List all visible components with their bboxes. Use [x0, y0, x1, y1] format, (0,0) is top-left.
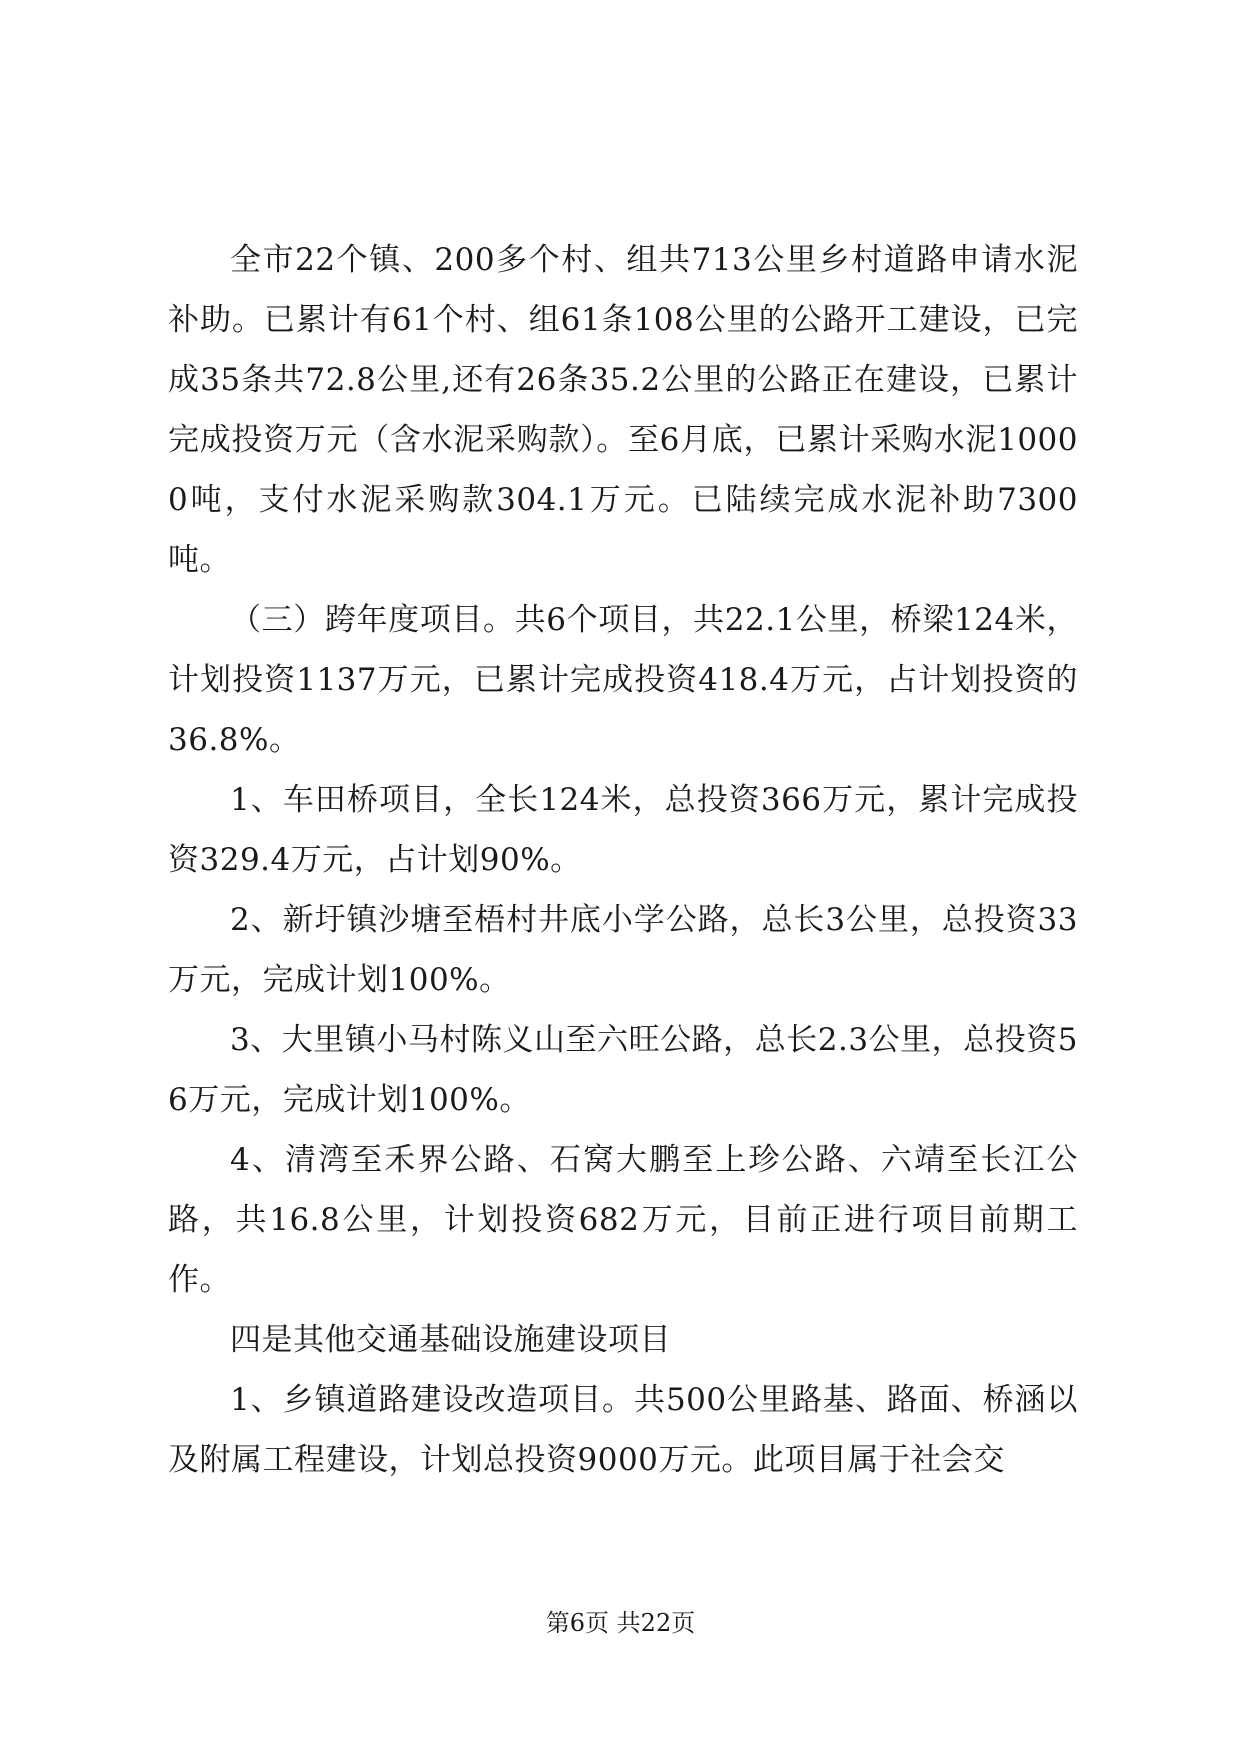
paragraph-township-roads: 1、乡镇道路建设改造项目。共500公里路基、路面、桥涵以及附属工程建设，计划总投资9000万元。此项目属于社会交: [168, 1382, 1078, 1478]
paragraph-dali-road: 3、大里镇小马村陈义山至六旺公路，总长2.3公里，总投资56万元，完成计划100%。: [168, 1022, 1078, 1118]
paragraph-qingwan-roads: 4、清湾至禾界公路、石窝大鹏至上珍公路、六靖至长江公路，共16.8公里，计划投资682万元，目前正进行项目前期工作。: [168, 1142, 1078, 1298]
paragraph-xinxu-road: 2、新圩镇沙塘至梧村井底小学公路，总长3公里，总投资33万元，完成计划100%。: [168, 902, 1078, 998]
document-body: [168, 230, 1078, 1490]
paragraph-chetian-bridge: 1、车田桥项目，全长124米，总投资366万元，累计完成投资329.4万元，占计划90%。: [168, 782, 1078, 878]
paragraph-cross-year-projects: （三）跨年度项目。共6个项目，共22.1公里，桥梁124米，计划投资1137万元，已累计完成投资418.4万元，占计划投资的36.8%。: [168, 602, 1078, 758]
page-number-footer: 第6页 共22页: [545, 1609, 696, 1637]
paragraph-cement-subsidy: 全市22个镇、200多个村、组共713公里乡村道路申请水泥补助。已累计有61个村、组61条108公里的公路开工建设，已完成35条共72.8公里,还有26条35.2公里的公路正在建设，已累计完成投资万元（含水泥采购款）。至6月底，已累计采购水泥10000吨，支付水泥采购款304.1万元。已陆续完成水泥补助7300吨。: [168, 242, 1078, 578]
section-heading-other-infrastructure: 四是其他交通基础设施建设项目: [230, 1322, 671, 1358]
